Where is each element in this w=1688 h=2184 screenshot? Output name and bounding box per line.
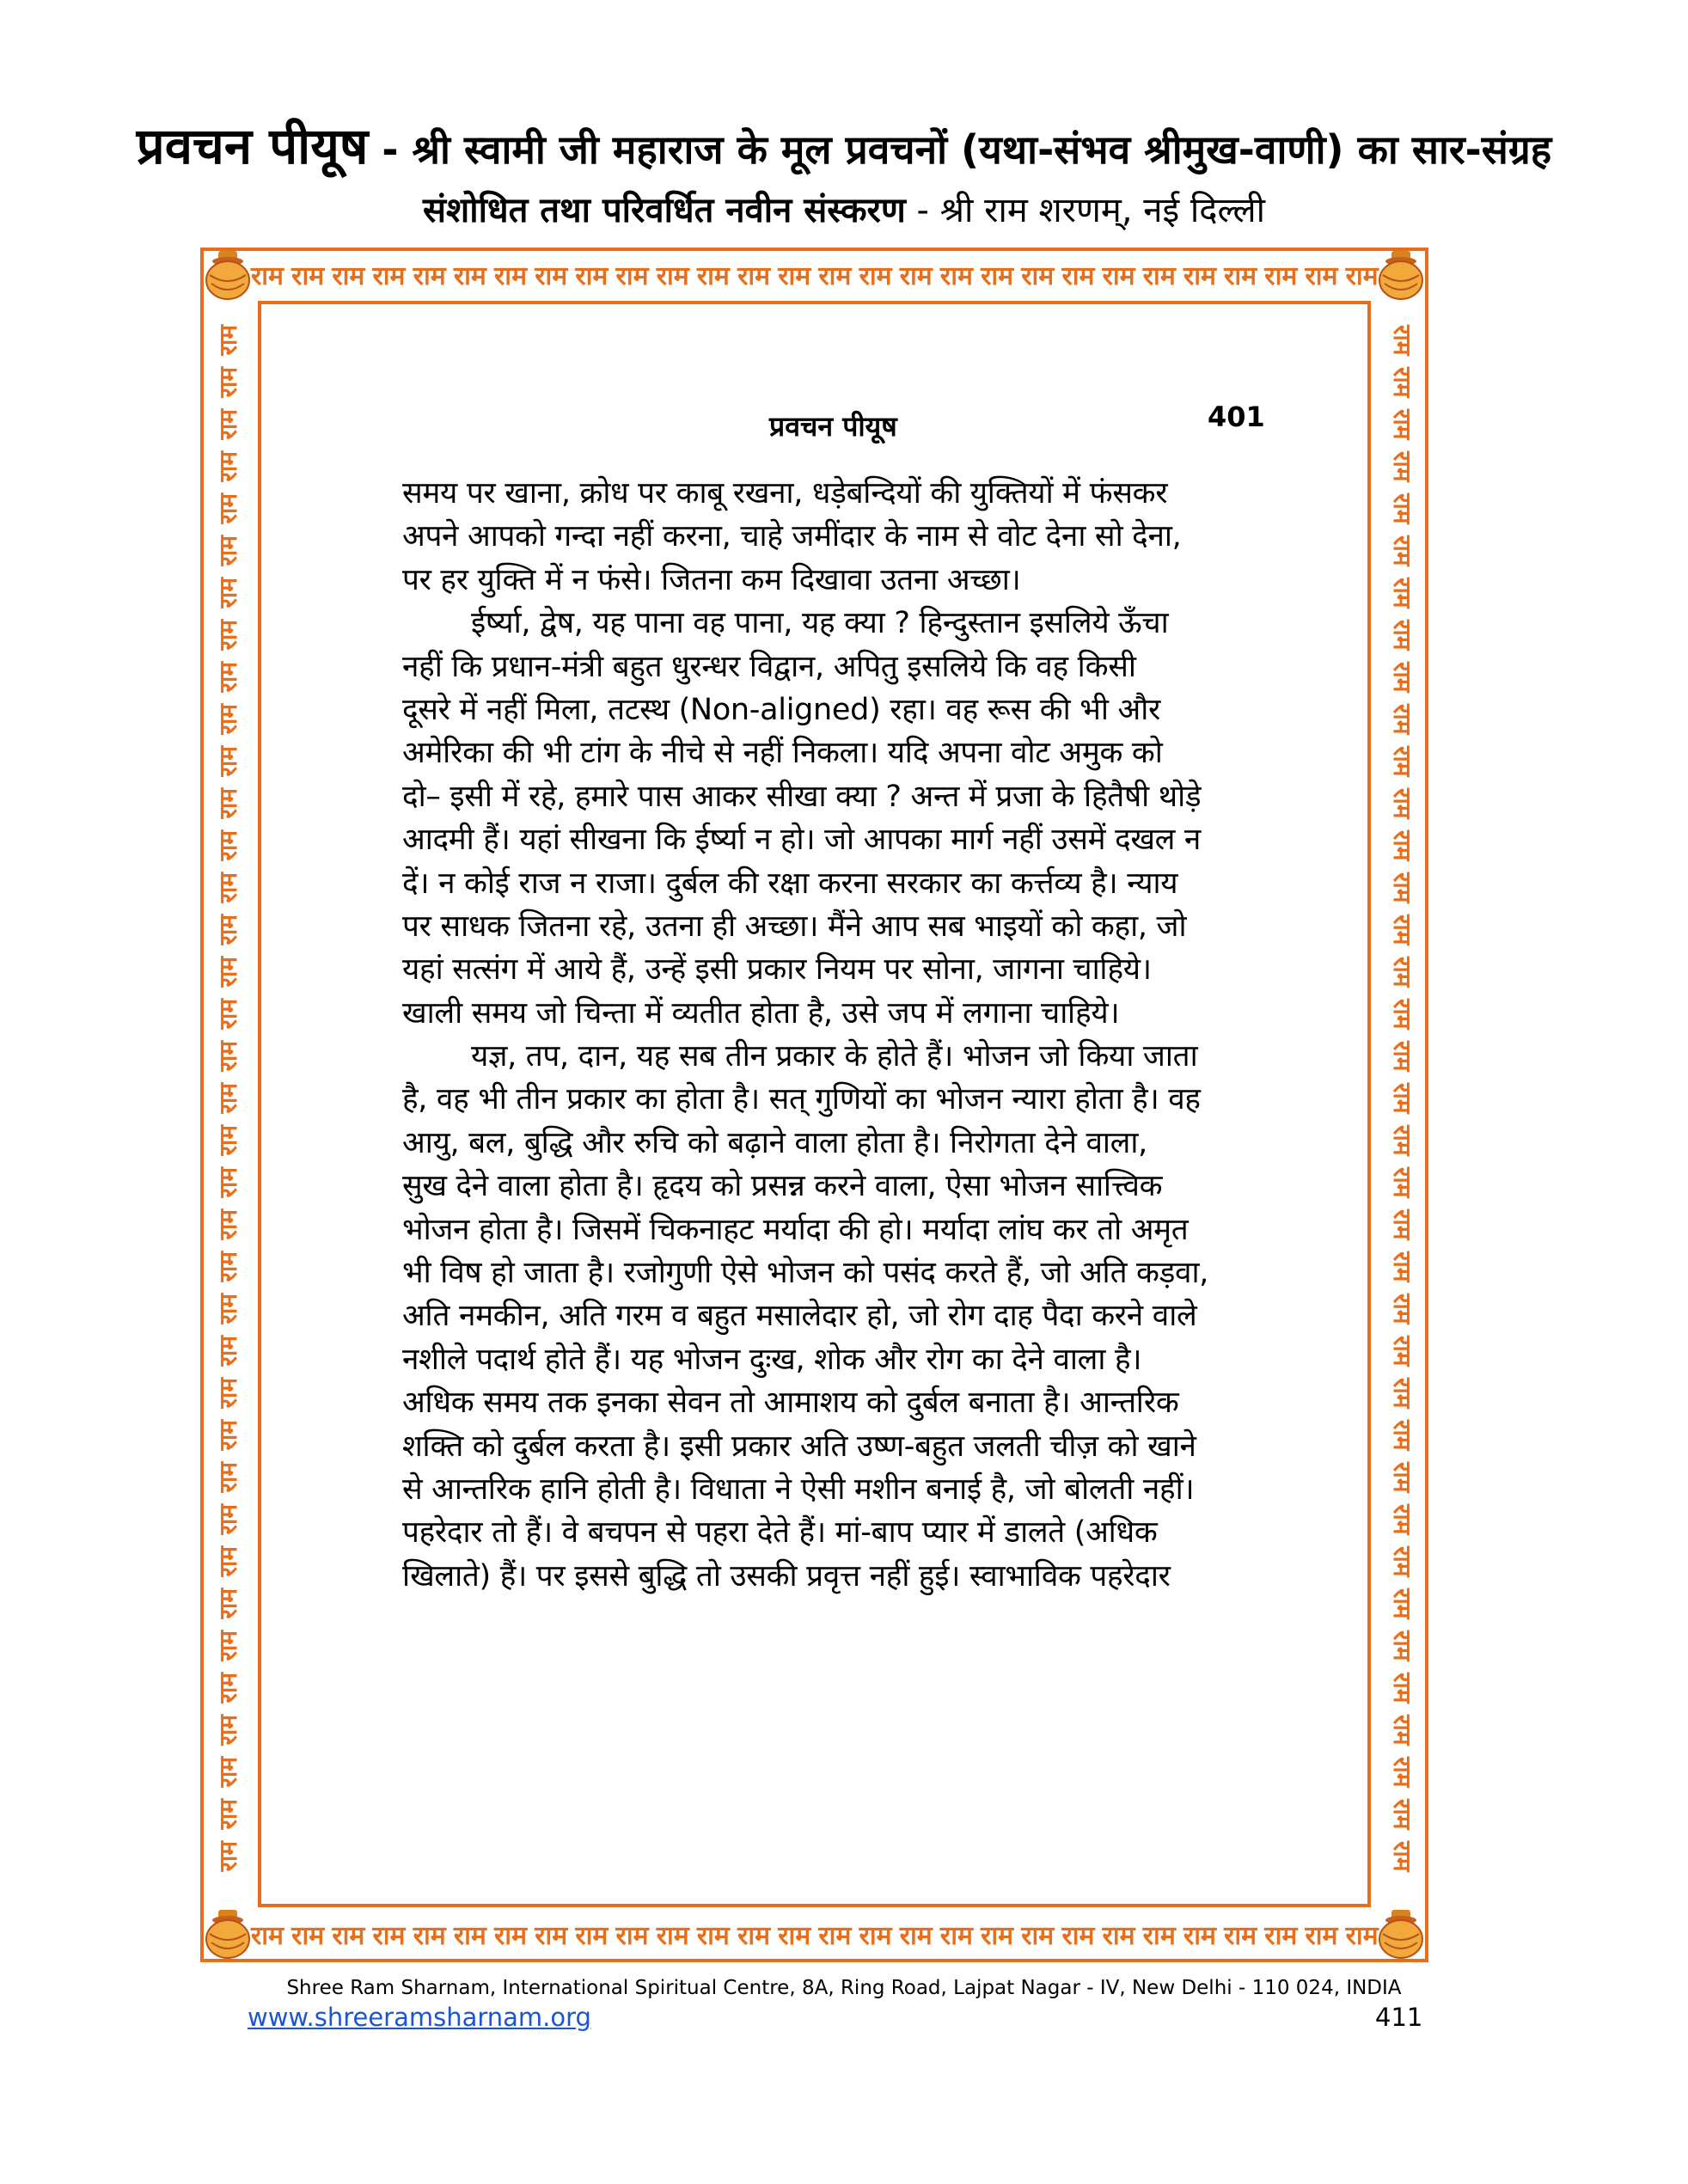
text-line: अमेरिका की भी टांग के नीचे से नहीं निकला। यदि अपना वोट अमुक को [402,736,1163,771]
text-line: भोजन होता है। जिसमें चिकनाहट मर्यादा की हो। मर्यादा लांघ कर तो अमृत [402,1212,1189,1247]
text-line: नहीं कि प्रधान-मंत्री बहुत धुरन्धर विद्वान, अपितु इसलिये कि वह किसी [402,649,1136,684]
border-ram-word: राम [1388,578,1416,609]
border-ram-word: राम [1224,260,1257,291]
border-ram-word: राम [1061,260,1095,291]
border-ram-word: राम [214,1209,242,1240]
text-line: आदमी हैं। यहां सीखना कि ईर्ष्या न हो। जो आपका मार्ग नहीं उसमें दखल न [402,823,1202,858]
border-ram-word: राम [214,1041,242,1072]
border-ram-word: राम [251,260,284,291]
border-ram-word: राम [214,1167,242,1198]
border-ram-top [251,252,1379,297]
border-ram-word: राम [1388,1125,1416,1156]
text-line: शक्ति को दुर्बल करता है। इसी प्रकार अति उष्ण-बहुत जलती चीज़ को खाने [402,1428,1196,1464]
border-ram-word: राम [1388,1209,1416,1240]
border-ram-word: राम [1388,1630,1416,1661]
border-ram-word: राम [615,260,649,291]
border-ram-word: राम [332,260,365,291]
border-ram-word: राम [1388,451,1416,482]
border-ram-word: राम [1388,999,1416,1030]
border-ram-word: राम [1305,1920,1338,1951]
border-ram-word: राम [1142,260,1176,291]
kalash-icon [1376,1908,1426,1961]
kalash-icon [203,249,253,303]
kalash-icon [1376,249,1426,303]
page-body-text [402,472,1263,1598]
border-ram-word: राम [413,1920,446,1951]
border-ram-word: राम [214,1251,242,1282]
border-ram-word: राम [1061,1920,1095,1951]
border-ram-word: राम [1388,830,1416,861]
border-ram-word: राम [1388,872,1416,903]
border-ram-word: राम [1388,1336,1416,1367]
border-ram-word: राम [1388,1757,1416,1788]
inner-page-number: 401 [1208,401,1265,433]
border-ram-word: राम [939,1920,973,1951]
border-ram-word: राम [1388,493,1416,524]
border-ram-word: राम [1102,260,1135,291]
running-title: प्रवचन पीयूष [769,410,897,443]
border-ram-word: राम [214,367,242,398]
text-line: नशीले पदार्थ होते हैं। यह भोजन दुःख, शोक और रोग का देने वाला है। [402,1342,1142,1377]
border-ram-word: राम [981,1920,1014,1951]
border-ram-word: राम [535,1920,568,1951]
border-ram-word: राम [214,1630,242,1661]
border-ram-word: राम [1388,1841,1416,1872]
border-ram-word: राम [1388,1546,1416,1577]
border-ram-word: राम [372,1920,406,1951]
text-line: खाली समय जो चिन्ता में व्यतीत होता है, उसे जप में लगाना चाहिये। [402,995,1120,1031]
border-ram-word: राम [214,1462,242,1493]
border-ram-word: राम [1264,1920,1298,1951]
border-ram-word: राम [214,704,242,735]
border-ram-word: राम [1224,1920,1257,1951]
border-ram-right [1379,325,1424,1872]
border-ram-word: राम [214,1546,242,1577]
border-ram-word: राम [859,1920,892,1951]
border-ram-word: राम [1305,260,1338,291]
border-ram-word: राम [1388,1251,1416,1282]
border-ram-word: राम [494,260,528,291]
border-ram-word: राम [615,1920,649,1951]
border-ram-word: राम [214,1294,242,1324]
border-ram-bottom [251,1912,1379,1956]
border-ram-word: राम [214,830,242,861]
border-ram-word: राम [1388,915,1416,945]
border-ram-word: राम [575,1920,609,1951]
border-ram-word: राम [1388,620,1416,651]
edition-label: संशोधित तथा परिवर्धित नवीन संस्करण [423,191,906,230]
border-ram-word: राम [214,1841,242,1872]
border-ram-word: राम [737,260,771,291]
text-line: पहरेदार तो हैं। वे बचपन से पहरा देते हैं। मां-बाप प्यार में डालते (अधिक [402,1515,1158,1551]
border-ram-word: राम [214,788,242,819]
border-ram-word: राम [818,260,852,291]
border-ram-word: राम [1388,1083,1416,1114]
border-ram-word: राम [1388,1041,1416,1072]
border-ram-word: राम [1388,1462,1416,1493]
border-ram-word: राम [291,260,325,291]
border-ram-word: राम [778,260,811,291]
border-ram-word: राम [981,260,1014,291]
border-ram-word: राम [899,260,933,291]
border-ram-word: राम [214,957,242,988]
border-ram-word: राम [214,493,242,524]
border-ram-word: राम [1102,1920,1135,1951]
border-ram-word: राम [251,1920,284,1951]
text-line: दूसरे में नहीं मिला, तटस्थ (Non-aligned) रहा। वह रूस की भी और [402,692,1160,727]
border-ram-word: राम [214,451,242,482]
border-ram-word: राम [413,260,446,291]
border-ram-word: राम [737,1920,771,1951]
text-line: दो– इसी में रहे, हमारे पास आकर सीखा क्या ? अन्त में प्रजा के हितैषी थोड़े [402,779,1202,814]
border-ram-word: राम [1183,1920,1216,1951]
border-ram-word: राम [575,260,609,291]
border-ram-word: राम [778,1920,811,1951]
border-ram-word: राम [453,260,486,291]
text-line: यहां सत्संग में आये हैं, उन्हें इसी प्रकार नियम पर सोना, जागना चाहिये। [402,952,1152,988]
border-ram-word: राम [859,260,892,291]
text-line: आयु, बल, बुद्धि और रुचि को बढ़ाने वाला होता है। निरोगता देने वाला, [402,1125,1148,1160]
text-line: अति नमकीन, अति गरम व बहुत मसालेदार हो, जो रोग दाह पैदा करने वाले [402,1299,1197,1334]
border-ram-word: राम [453,1920,486,1951]
book-title: प्रवचन पीयूष [136,117,369,175]
border-ram-word: राम [1388,746,1416,777]
border-ram-word: राम [214,746,242,777]
scanned-page [258,304,1371,1907]
border-ram-word: राम [214,325,242,356]
border-ram-word: राम [1388,409,1416,440]
kalash-icon [203,1908,253,1961]
border-ram-word: राम [214,1673,242,1704]
border-ram-word: राम [214,662,242,693]
border-ram-word: राम [1345,1920,1379,1951]
border-ram-word: राम [696,260,730,291]
document-header-title [0,110,1688,178]
border-ram-word: राम [214,409,242,440]
border-ram-word: राम [1388,704,1416,735]
border-ram-word: राम [214,1757,242,1788]
border-ram-left [206,325,251,1872]
border-ram-word: राम [656,1920,689,1951]
border-ram-word: राम [214,1336,242,1367]
text-line: सुख देने वाला होता है। हृदय को प्रसन्न करने वाला, ऐसा भोजन सात्त्विक [402,1169,1163,1204]
border-ram-word: राम [214,915,242,945]
text-line: अपने आपको गन्दा नहीं करना, चाहे जमींदार के नाम से वोट देना सो देना, [402,519,1182,554]
border-ram-word: राम [214,535,242,566]
text-line: दें। न कोई राज न राजा। दुर्बल की रक्षा करना सरकार का कर्त्तव्य है। न्याय [402,866,1178,901]
border-ram-word: राम [214,1588,242,1619]
border-ram-word: राम [1388,1715,1416,1746]
text-line: अधिक समय तक इनका सेवन तो आमाशय को दुर्बल बनाता है। आन्तरिक [402,1386,1179,1421]
border-ram-word: राम [214,1504,242,1535]
border-ram-word: राम [818,1920,852,1951]
border-ram-word: राम [1388,1673,1416,1704]
border-ram-word: राम [535,260,568,291]
text-line: पर हर युक्ति में न फंसे। जितना कम दिखावा उतना अच्छा। [402,562,1021,597]
border-ram-word: राम [1388,1378,1416,1409]
text-line: से आन्तरिक हानि होती है। विधाता ने ऐसी मशीन बनाई है, जो बोलती नहीं। [402,1471,1195,1507]
border-ram-word: राम [1388,367,1416,398]
border-ram-word: राम [372,260,406,291]
text-line: खिलाते) हैं। पर इससे बुद्धि तो उसकी प्रवृत्त नहीं हुई। स्वाभाविक पहरेदार [402,1558,1171,1594]
border-ram-word: राम [214,872,242,903]
text-line: ईर्ष्या, द्वेष, यह पाना वह पाना, यह क्या ? हिन्दुस्तान इसलिये ऊँचा [471,606,1169,641]
text-line: पर साधक जितना रहे, उतना ही अच्छा। मैंने आप सब भाइयों को कहा, जो [402,908,1187,944]
border-ram-word: राम [1388,788,1416,819]
border-ram-word: राम [214,1420,242,1451]
border-ram-word: राम [1388,1294,1416,1324]
border-ram-word: राम [1388,1504,1416,1535]
text-line: है, वह भी तीन प्रकार का होता है। सत् गुणियों का भोजन न्यारा होता है। वह [402,1082,1201,1117]
border-ram-word: राम [1264,260,1298,291]
border-ram-word: राम [1388,1420,1416,1451]
border-ram-word: राम [214,1378,242,1409]
footer-page-number: 411 [1375,2003,1423,2032]
border-ram-word: राम [214,999,242,1030]
border-ram-word: राम [1388,957,1416,988]
border-ram-word: राम [1388,535,1416,566]
border-ram-word: राम [1388,1799,1416,1830]
border-ram-word: राम [1388,1588,1416,1619]
border-ram-word: राम [1021,1920,1055,1951]
border-ram-word: राम [214,1799,242,1830]
border-ram-word: राम [332,1920,365,1951]
book-subtitle: - श्री स्वामी जी महाराज के मूल प्रवचनों (यथा-संभव श्रीमुख-वाणी) का सार-संग्रह [368,126,1552,173]
border-ram-word: राम [1388,1167,1416,1198]
text-line: समय पर खाना, क्रोध पर काबू रखना, धड़ेबन्दियों की युक्तियों में फंसकर [402,476,1168,511]
border-ram-word: राम [1388,325,1416,356]
border-ram-word: राम [214,578,242,609]
border-ram-word: राम [696,1920,730,1951]
edition-line [0,185,1688,232]
border-ram-word: राम [214,1715,242,1746]
border-ram-word: राम [1183,260,1216,291]
website-link[interactable]: www.shreeramsharnam.org [248,2003,591,2032]
border-ram-word: राम [1388,662,1416,693]
text-line: भी विष हो जाता है। रजोगुणी ऐसे भोजन को पसंद करते हैं, जो अति कड़वा, [402,1256,1209,1291]
border-ram-word: राम [899,1920,933,1951]
footer-address: Shree Ram Sharnam, International Spiritual Centre, 8A, Ring Road, Lajpat Nagar - IV, New Delhi - 110 024, INDIA [286,1977,1402,1999]
border-ram-word: राम [1142,1920,1176,1951]
border-ram-word: राम [939,260,973,291]
edition-publisher: - श्री राम शरणम्, नई दिल्ली [905,191,1265,230]
border-ram-word: राम [656,260,689,291]
border-ram-word: राम [1345,260,1379,291]
border-ram-word: राम [1021,260,1055,291]
border-ram-word: राम [214,1125,242,1156]
text-line: यज्ञ, तप, दान, यह सब तीन प्रकार के होते हैं। भोजन जो किया जाता [471,1039,1198,1074]
border-ram-word: राम [291,1920,325,1951]
border-ram-word: राम [494,1920,528,1951]
border-ram-word: राम [214,620,242,651]
border-ram-word: राम [214,1083,242,1114]
